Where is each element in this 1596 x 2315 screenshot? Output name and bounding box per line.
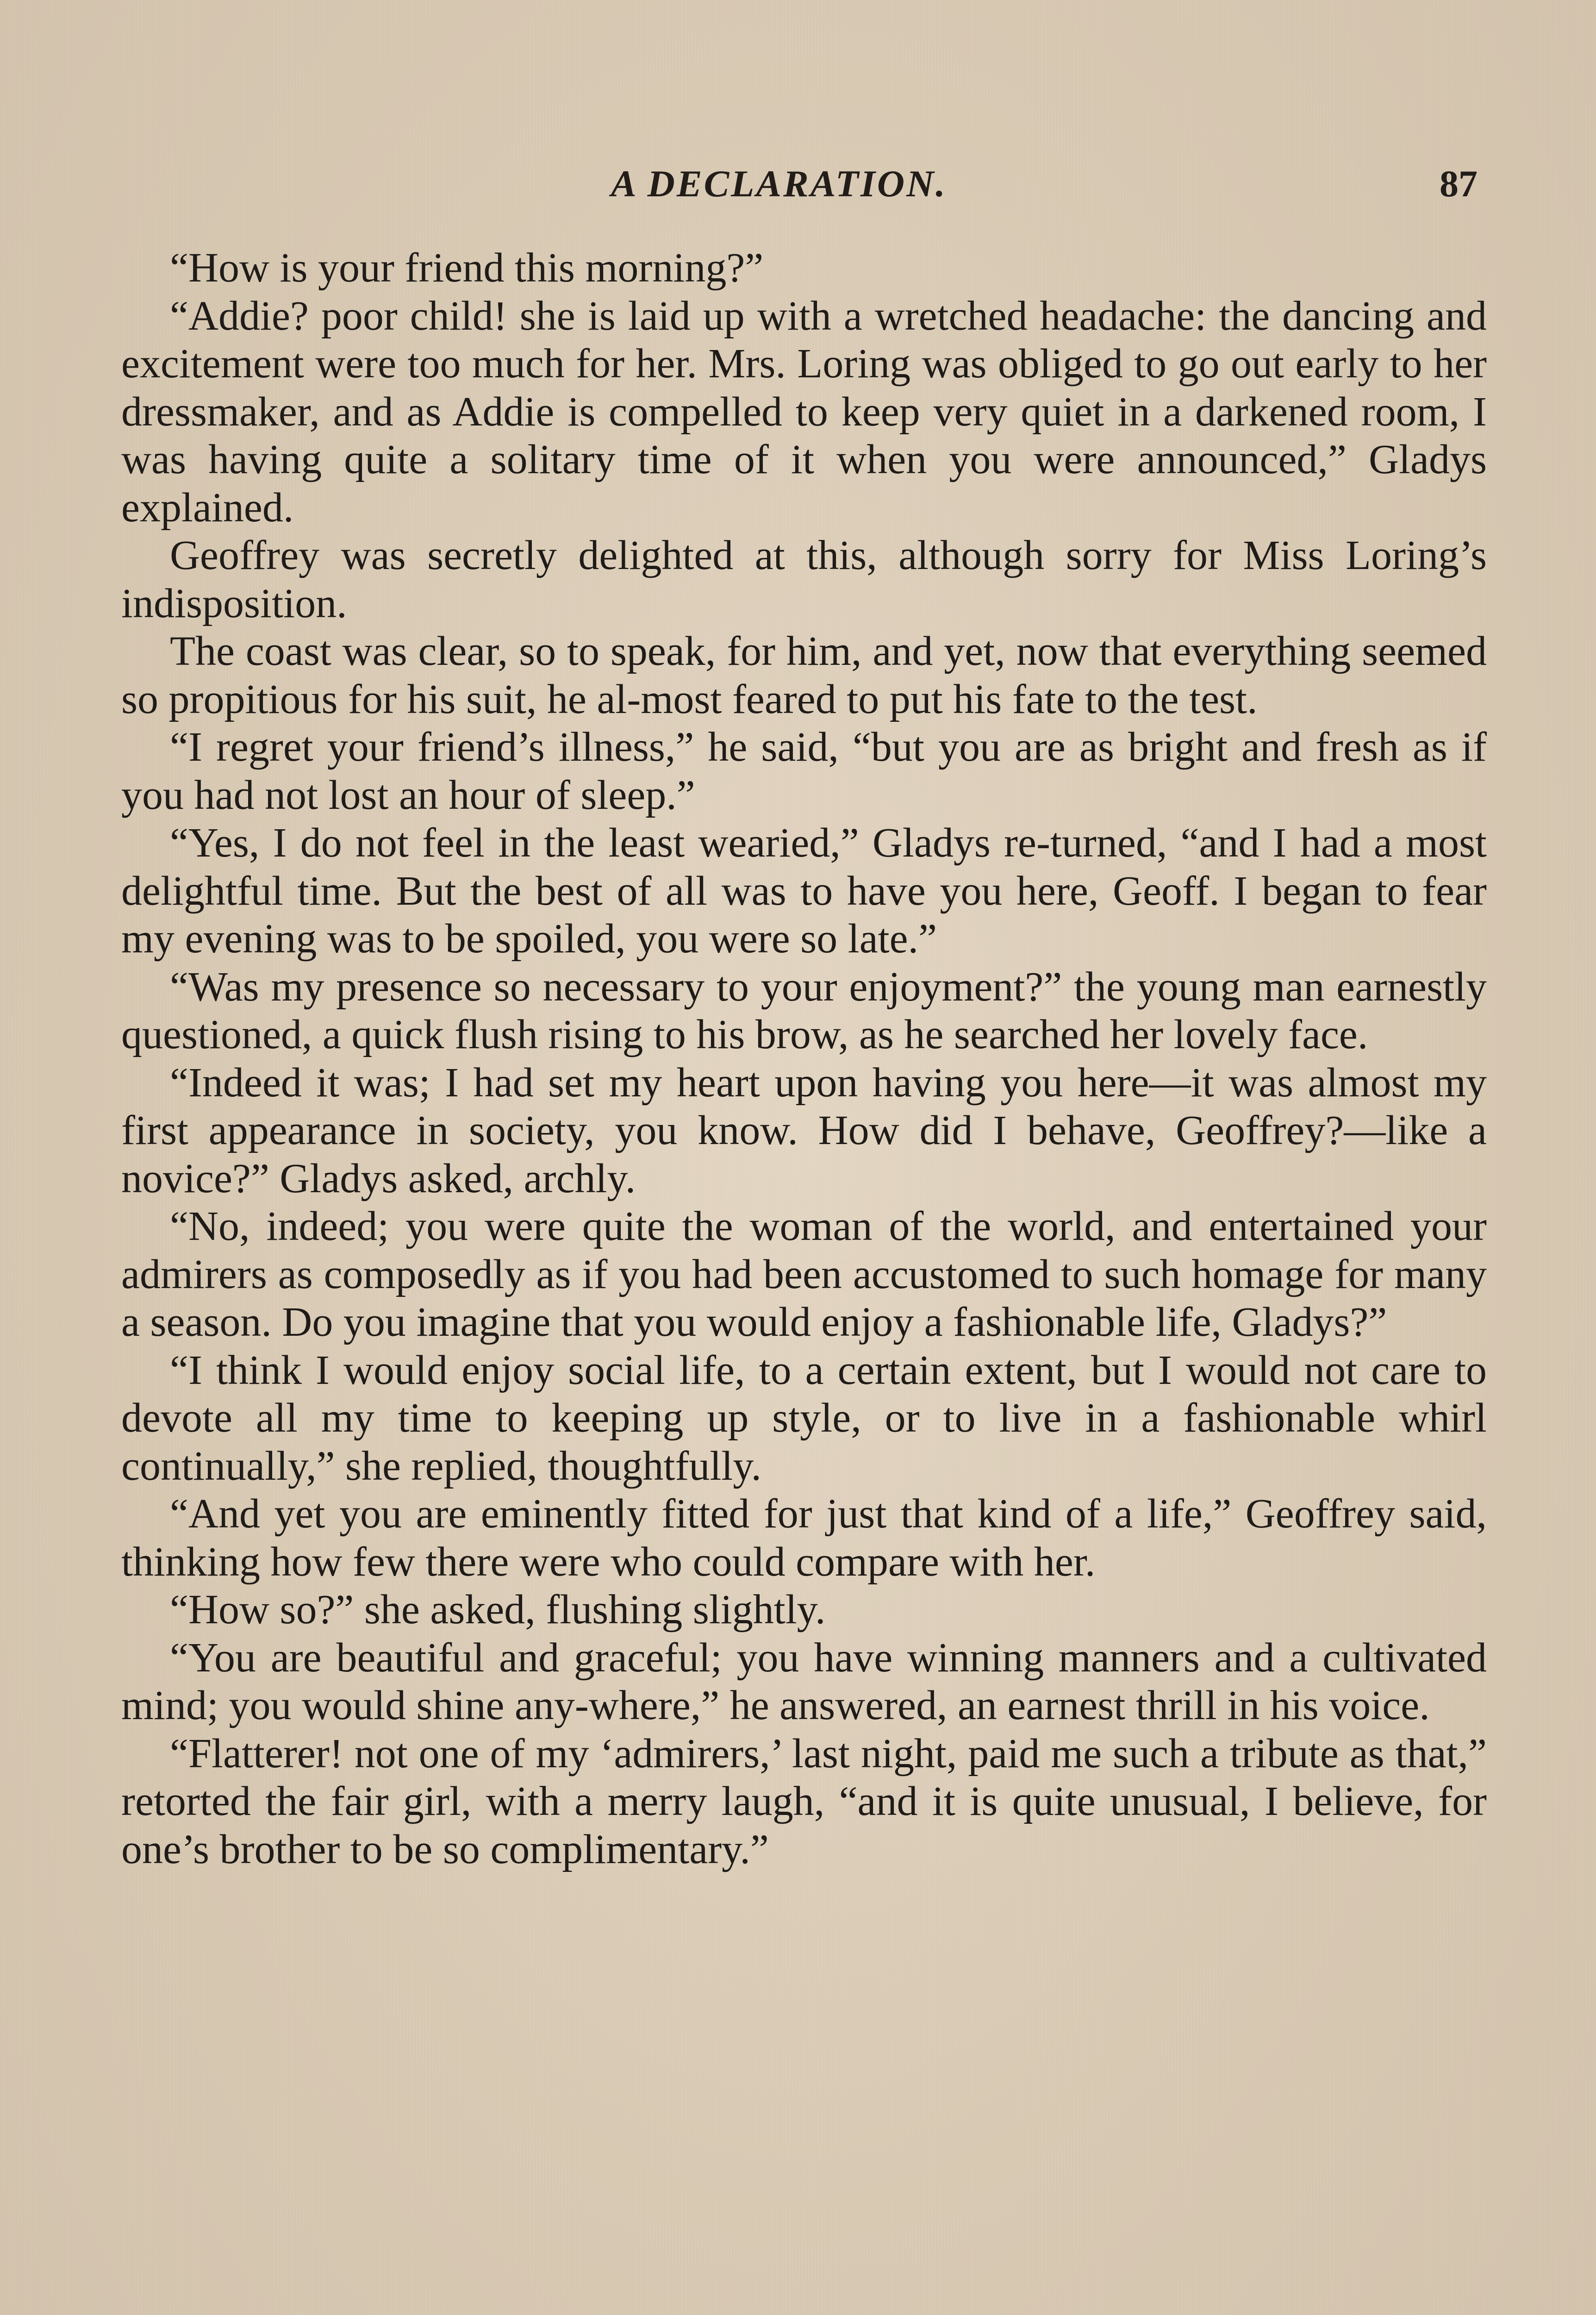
paragraph: The coast was clear, so to speak, for him, and yet, now that everything seemed so propitious for his suit, he al-most feared to put his fate to the test. bbox=[121, 628, 1487, 722]
paragraph: “Addie? poor child! she is laid up with a wretched headache: the dancing and excitement were too much for her. Mrs. Loring was obliged to go out early to her dressmaker, and as Addie is compelled to keep very quiet in a darkened room, I was having quite a solitary time of it when you were announced,” Gladys explained. bbox=[121, 293, 1487, 531]
paragraph: “Indeed it was; I had set my heart upon having you here—it was almost my first appearance in society, you know. How did I behave, Geoffrey?—like a novice?” Gladys asked, archly. bbox=[121, 1059, 1487, 1201]
paragraph: “Yes, I do not feel in the least wearied,” Gladys re-turned, “and I had a most delightful time. But the best of all was to have you here, Geoff. I began to fear my evening was to be spoiled, you were so late.” bbox=[121, 820, 1487, 962]
paragraph: “I think I would enjoy social life, to a certain extent, but I would not care to devote all my time to keeping up style, or to live in a fashionable whirl continually,” she replied, thoughtfully. bbox=[121, 1347, 1487, 1489]
body-text bbox=[121, 244, 1487, 1873]
paragraph: Geoffrey was secretly delighted at this, although sorry for Miss Loring’s indisposition. bbox=[121, 532, 1487, 626]
paragraph: “No, indeed; you were quite the woman of the world, and entertained your admirers as composedly as if you had been accustomed to such homage for many a season. Do you imagine that you would enjoy a fashionable life, Gladys?” bbox=[121, 1203, 1487, 1345]
paragraph: “Flatterer! not one of my ‘admirers,’ last night, paid me such a tribute as that,” retorted the fair girl, with a merry laugh, “and it is quite unusual, I believe, for one’s brother to be so complimentary.” bbox=[121, 1730, 1487, 1872]
page-number: 87 bbox=[1440, 163, 1478, 205]
running-title: A DECLARATION. bbox=[611, 163, 947, 205]
paragraph: “You are beautiful and graceful; you have winning manners and a cultivated mind; you would shine any-where,” he answered, an earnest thrill in his voice. bbox=[121, 1634, 1487, 1728]
paragraph: “How is your friend this morning?” bbox=[170, 245, 764, 291]
paragraph: “And yet you are eminently fitted for just that kind of a life,” Geoffrey said, thinking how few there were who could compare with her. bbox=[121, 1491, 1487, 1585]
paragraph: “How so?” she asked, flushing slightly. bbox=[170, 1587, 826, 1633]
page-header bbox=[0, 157, 1596, 218]
paragraph: “I regret your friend’s illness,” he said, “but you are as bright and fresh as if you had not lost an hour of sleep.” bbox=[121, 724, 1487, 818]
paragraph: “Was my presence so necessary to your enjoyment?” the young man earnestly questioned, a quick flush rising to his brow, as he searched her lovely face. bbox=[121, 964, 1487, 1057]
